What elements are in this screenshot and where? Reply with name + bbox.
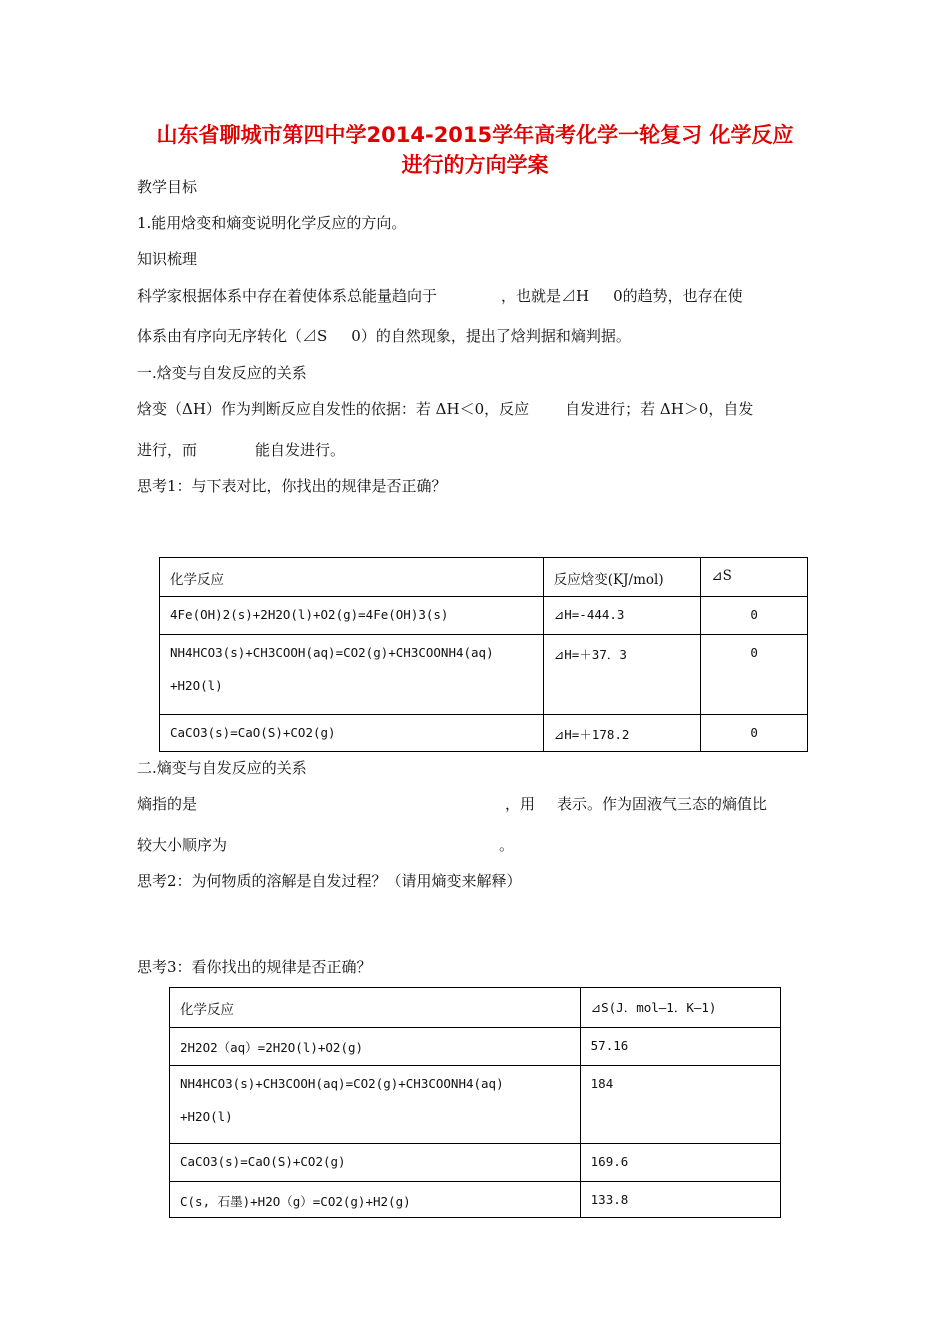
enthalpy-cell: ⊿H=＋178.2 bbox=[543, 715, 701, 752]
table-header-row bbox=[160, 558, 808, 597]
reaction-cell: 2H2O2（aq）=2H2O(l)+O2(g) bbox=[170, 1028, 581, 1066]
paragraph-6 bbox=[137, 834, 514, 856]
goal-1: 1.能用焓变和熵变说明化学反应的方向。 bbox=[137, 214, 407, 232]
table-row bbox=[170, 1066, 781, 1144]
paragraph-4-part-b: 能自发进行。 bbox=[255, 441, 346, 459]
think-2: 思考2：为何物质的溶解是自发过程？（请用熵变来解释） bbox=[137, 872, 522, 890]
paragraph-2-part-a: 体系由有序向无序转化（⊿S bbox=[137, 327, 328, 345]
knowledge-heading: 知识梳理 bbox=[137, 250, 198, 268]
header-reaction: 化学反应 bbox=[170, 988, 581, 1028]
paragraph-1-part-b: ，也就是⊿H bbox=[501, 287, 590, 305]
reaction-cell bbox=[170, 1066, 581, 1144]
goals-heading: 教学目标 bbox=[137, 178, 198, 196]
paragraph-3 bbox=[137, 398, 753, 420]
header-enthalpy: 反应焓变(KJ/mol) bbox=[543, 558, 701, 597]
reaction-cell: C(s, 石墨)+H2O（g）=CO2(g)+H2(g) bbox=[170, 1182, 581, 1218]
paragraph-4 bbox=[137, 439, 345, 461]
reaction-cell: CaCO3(s)=CaO(S)+CO2(g) bbox=[170, 1144, 581, 1182]
paragraph-1-part-c: 0的趋势，也存在使 bbox=[613, 287, 743, 305]
paragraph-1 bbox=[137, 285, 743, 307]
header-reaction: 化学反应 bbox=[160, 558, 544, 597]
table-row bbox=[170, 1028, 781, 1066]
paragraph-6-part-a: 较大小顺序为 bbox=[137, 836, 228, 854]
entropy-cell: 57.16 bbox=[580, 1028, 780, 1066]
reaction-line-1: NH4HCO3(s)+CH3COOH(aq)=CO2(g)+CH3COONH4(aq) bbox=[180, 1076, 504, 1091]
paragraph-2-part-b: 0）的自然现象，提出了焓判据和熵判据。 bbox=[351, 327, 631, 345]
document-title-line1: 山东省聊城市第四中学2014-2015学年高考化学一轮复习 化学反应 bbox=[156, 123, 794, 147]
enthalpy-table bbox=[159, 557, 808, 752]
header-entropy: ⊿S(J．mol—1．K—1) bbox=[580, 988, 780, 1028]
table-header-row bbox=[170, 988, 781, 1028]
section-2-heading: 二.熵变与自发反应的关系 bbox=[137, 759, 307, 777]
think-1: 思考1：与下表对比，你找出的规律是否正确？ bbox=[137, 477, 447, 495]
table-row bbox=[170, 1182, 781, 1218]
table-row bbox=[160, 597, 808, 635]
entropy-cell: 169.6 bbox=[580, 1144, 780, 1182]
paragraph-5-part-b: ，用 bbox=[505, 795, 536, 813]
entropy-cell: 0 bbox=[701, 635, 808, 715]
reaction-cell bbox=[160, 635, 544, 715]
table-row bbox=[160, 635, 808, 715]
table-row bbox=[170, 1144, 781, 1182]
paragraph-4-part-a: 进行，而 bbox=[137, 441, 198, 459]
reaction-cell: CaCO3(s)=CaO(S)+CO2(g) bbox=[160, 715, 544, 752]
paragraph-6-part-b: 。 bbox=[499, 836, 515, 854]
paragraph-1-part-a: 科学家根据体系中存在着使体系总能量趋向于 bbox=[137, 287, 438, 305]
header-entropy: ⊿S bbox=[701, 558, 808, 597]
paragraph-2 bbox=[137, 325, 631, 347]
entropy-cell: 0 bbox=[701, 597, 808, 635]
enthalpy-cell: ⊿H=-444.3 bbox=[543, 597, 701, 635]
paragraph-5-part-c: 表示。作为固液气三态的熵值比 bbox=[557, 795, 768, 813]
reaction-line-1: NH4HCO3(s)+CH3COOH(aq)=CO2(g)+CH3COONH4(aq) bbox=[170, 645, 494, 660]
enthalpy-cell: ⊿H=＋37．3 bbox=[543, 635, 701, 715]
entropy-cell: 133.8 bbox=[580, 1182, 780, 1218]
document-title-line2: 进行的方向学案 bbox=[401, 153, 549, 177]
entropy-cell: 0 bbox=[701, 715, 808, 752]
section-1-heading: 一.焓变与自发反应的关系 bbox=[137, 364, 307, 382]
reaction-cell: 4Fe(OH)2(s)+2H2O(l)+O2(g)=4Fe(OH)3(s) bbox=[160, 597, 544, 635]
paragraph-5 bbox=[137, 793, 767, 815]
reaction-line-2: +H2O(l) bbox=[170, 678, 223, 693]
table-row bbox=[160, 715, 808, 752]
think-3: 思考3：看你找出的规律是否正确？ bbox=[137, 958, 372, 976]
reaction-line-2: +H2O(l) bbox=[180, 1109, 233, 1124]
paragraph-5-part-a: 熵指的是 bbox=[137, 795, 198, 813]
paragraph-3-part-b: 自发进行；若 ΔH＞0，自发 bbox=[565, 400, 754, 418]
paragraph-3-part-a: 焓变（ΔH）作为判断反应自发性的依据：若 ΔH＜0，反应 bbox=[137, 400, 530, 418]
entropy-table bbox=[169, 987, 781, 1218]
entropy-cell: 184 bbox=[580, 1066, 780, 1144]
